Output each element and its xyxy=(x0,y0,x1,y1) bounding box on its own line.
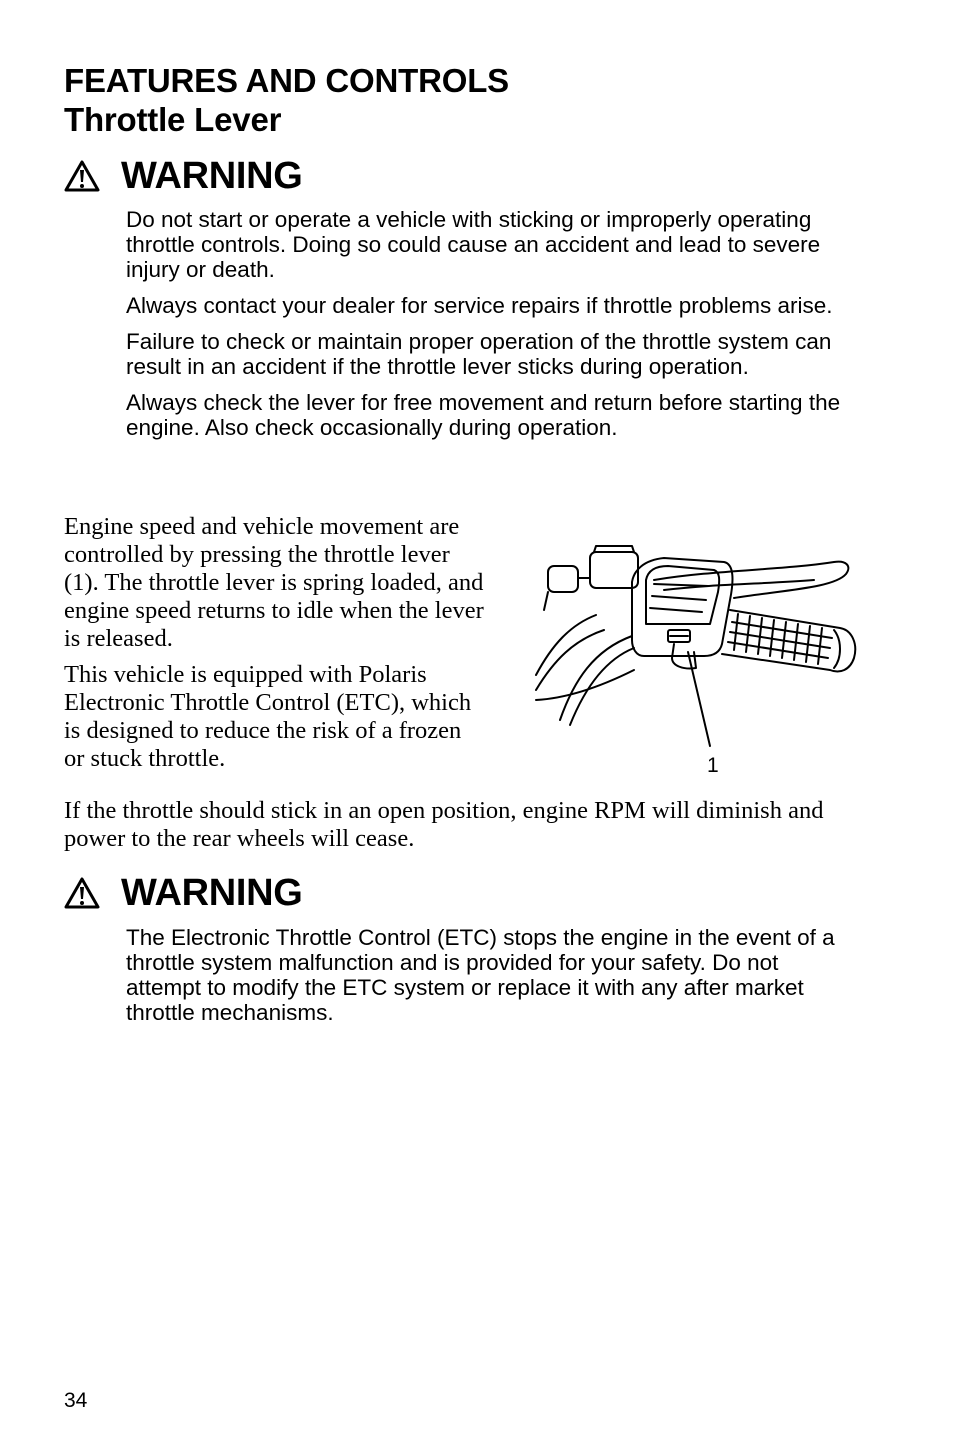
warning-header xyxy=(64,871,303,915)
handlebar-throttle-illustration xyxy=(534,540,860,790)
body-text xyxy=(64,513,489,781)
warning-title: WARNING xyxy=(121,872,303,914)
subsection-title: Throttle Lever xyxy=(64,101,282,138)
warning-paragraph: Do not start or operate a vehicle with sticking or improperly operating throttle controls. Doing so could cause an accident and lead to severe injury or death. xyxy=(126,207,821,282)
body-paragraph: Engine speed and vehicle movement are controlled by pressing the throttle lever (1). The throttle lever is spring loaded, and engine speed returns to idle when the lever is released. xyxy=(64,513,484,652)
body-paragraph-continued: If the throttle should stick in an open position, engine RPM will diminish and power to the rear wheels will cease. xyxy=(64,797,824,852)
warning-paragraph: Failure to check or maintain proper operation of the throttle system can result in an accident if the throttle lever sticks during operation. xyxy=(126,329,832,379)
warning-triangle-icon xyxy=(64,877,100,909)
warning-paragraph: Always check the lever for free movement and return before starting the engine. Also check occasionally during operation. xyxy=(126,390,841,440)
callout-label: 1 xyxy=(707,754,719,777)
warning-paragraph: Always contact your dealer for service repairs if throttle problems arise. xyxy=(126,293,833,318)
warning-text xyxy=(126,925,846,1036)
warning-triangle-icon xyxy=(64,160,100,192)
section-title: FEATURES AND CONTROLS xyxy=(64,62,509,99)
warning-text xyxy=(126,207,866,451)
warning-title: WARNING xyxy=(121,155,303,197)
page-number: 34 xyxy=(64,1389,88,1412)
body-paragraph: This vehicle is equipped with Polaris Electronic Throttle Control (ETC), which is designed to reduce the risk of a frozen or stuck throttle. xyxy=(64,661,472,772)
warning-header xyxy=(64,154,303,198)
warning-paragraph: The Electronic Throttle Control (ETC) stops the engine in the event of a throttle system malfunction and is provided for your safety. Do not attempt to modify the ETC system or replace it with any after market throttle mechanisms. xyxy=(126,925,835,1025)
